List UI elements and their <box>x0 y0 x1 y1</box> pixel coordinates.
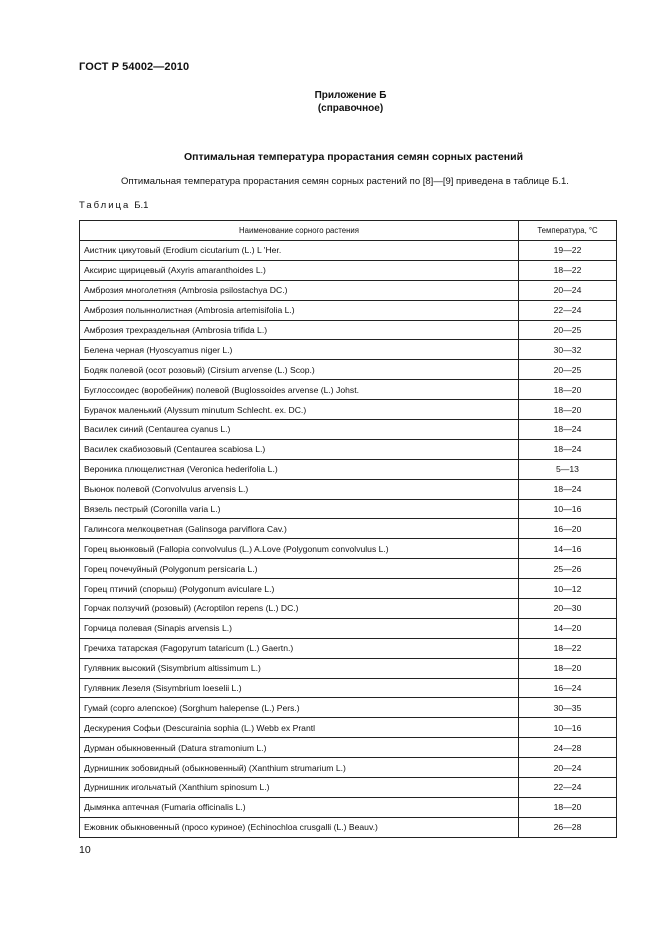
plant-name-cell: Амброзия трехраздельная (Ambrosia trifida L.) <box>80 320 519 340</box>
plant-name-cell: Вероника плющелистная (Veronica hederifolia L.) <box>80 459 519 479</box>
temperature-cell: 10—16 <box>519 499 617 519</box>
temperature-cell: 30—32 <box>519 340 617 360</box>
table-row <box>80 260 617 280</box>
plant-name-cell: Дымянка аптечная (Fumaria officinalis L.) <box>80 797 519 817</box>
table-row <box>80 579 617 599</box>
table-row <box>80 499 617 519</box>
appendix-heading <box>0 89 661 115</box>
temperature-cell: 22—24 <box>519 300 617 320</box>
temperature-cell: 22—24 <box>519 778 617 798</box>
table-row <box>80 519 617 539</box>
appendix-subtitle: (справочное) <box>317 103 384 114</box>
table-row <box>80 738 617 758</box>
plant-name-cell: Амброзия полыннолистная (Ambrosia artemisifolia L.) <box>80 300 519 320</box>
temperature-cell: 18—20 <box>519 400 617 420</box>
table-row <box>80 380 617 400</box>
temperature-cell: 18—20 <box>519 658 617 678</box>
temperature-cell: 18—24 <box>519 479 617 499</box>
table-row <box>80 459 617 479</box>
table-row <box>80 479 617 499</box>
plant-name-cell: Василек синий (Centaurea cyanus L.) <box>80 420 519 440</box>
table-row <box>80 678 617 698</box>
table-row <box>80 797 617 817</box>
temperature-cell: 20—24 <box>519 758 617 778</box>
plant-name-cell: Горчица полевая (Sinapis arvensis L.) <box>80 618 519 638</box>
table-row <box>80 599 617 619</box>
table-row <box>80 340 617 360</box>
table-row <box>80 618 617 638</box>
plant-name-cell: Гречиха татарская (Fagopyrum tataricum (L.) Gaertn.) <box>80 638 519 658</box>
table-row <box>80 559 617 579</box>
table-label-word: Таблица <box>79 200 131 211</box>
plant-name-cell: Горчак ползучий (розовый) (Acroptilon repens (L.) DC.) <box>80 599 519 619</box>
plant-name-cell: Вьюнок полевой (Convolvulus arvensis L.) <box>80 479 519 499</box>
plant-name-cell: Василек скабиозовый (Centaurea scabiosa L.) <box>80 439 519 459</box>
plant-name-cell: Бодяк полевой (осот розовый) (Cirsium arvense (L.) Scop.) <box>80 360 519 380</box>
table-row <box>80 817 617 837</box>
temperature-cell: 20—25 <box>519 320 617 340</box>
plant-name-cell: Горец птичий (спорыш) (Polygonum aviculare L.) <box>80 579 519 599</box>
weed-temperature-table <box>79 220 617 838</box>
temperature-cell: 14—16 <box>519 539 617 559</box>
table-row <box>80 241 617 261</box>
table-row <box>80 778 617 798</box>
temperature-cell: 18—20 <box>519 797 617 817</box>
column-header-temperature: Температура, °С <box>519 221 617 241</box>
plant-name-cell: Аксирис щирицевый (Axyris amaranthoides L.) <box>80 260 519 280</box>
table-header-row <box>80 221 617 241</box>
temperature-cell: 18—22 <box>519 638 617 658</box>
table-label-number: Б.1 <box>134 200 149 211</box>
table-row <box>80 320 617 340</box>
temperature-cell: 10—12 <box>519 579 617 599</box>
temperature-cell: 19—22 <box>519 241 617 261</box>
plant-name-cell: Гулявник Лезеля (Sisymbrium loeselii L.) <box>80 678 519 698</box>
temperature-cell: 20—25 <box>519 360 617 380</box>
table-row <box>80 420 617 440</box>
table-row <box>80 698 617 718</box>
plant-name-cell: Буглоссоидес (воробейник) полевой (Buglossoides arvense (L.) Johst. <box>80 380 519 400</box>
plant-name-cell: Бурачок маленький (Alyssum minutum Schlecht. ex. DC.) <box>80 400 519 420</box>
intro-paragraph: Оптимальная температура прорастания семян сорных растений по [8]—[9] приведена в таблице Б.1. <box>121 176 569 187</box>
table-row <box>80 638 617 658</box>
plant-name-cell: Гумай (сорго алепское) (Sorghum halepense (L.) Pers.) <box>80 698 519 718</box>
column-header-name: Наименование сорного растения <box>80 221 519 241</box>
plant-name-cell: Горец почечуйный (Polygonum persicaria L.) <box>80 559 519 579</box>
page-number: 10 <box>79 844 91 856</box>
temperature-cell: 16—24 <box>519 678 617 698</box>
plant-name-cell: Горец вьюнковый (Fallopia convolvulus (L.) A.Love (Polygonum convolvulus L.) <box>80 539 519 559</box>
temperature-cell: 18—20 <box>519 380 617 400</box>
temperature-cell: 30—35 <box>519 698 617 718</box>
temperature-cell: 18—22 <box>519 260 617 280</box>
temperature-cell: 5—13 <box>519 459 617 479</box>
plant-name-cell: Гулявник высокий (Sisymbrium altissimum L.) <box>80 658 519 678</box>
table-row <box>80 300 617 320</box>
plant-name-cell: Дурнишник игольчатый (Xanthium spinosum L.) <box>80 778 519 798</box>
temperature-cell: 16—20 <box>519 519 617 539</box>
table-body <box>80 241 617 838</box>
appendix-title: Приложение Б <box>314 90 387 101</box>
table-row <box>80 280 617 300</box>
temperature-cell: 20—30 <box>519 599 617 619</box>
document-code: ГОСТ Р 54002—2010 <box>79 61 190 73</box>
plant-name-cell: Белена черная (Hyoscyamus niger L.) <box>80 340 519 360</box>
table-row <box>80 400 617 420</box>
temperature-cell: 26—28 <box>519 817 617 837</box>
section-title: Оптимальная температура прорастания семян сорных растений <box>183 151 524 163</box>
temperature-cell: 24—28 <box>519 738 617 758</box>
plant-name-cell: Вязель пестрый (Coronilla varia L.) <box>80 499 519 519</box>
plant-name-cell: Дескурения Софьи (Descurainia sophia (L.) Webb ex Prantl <box>80 718 519 738</box>
temperature-cell: 14—20 <box>519 618 617 638</box>
plant-name-cell: Ежовник обыкновенный (просо куриное) (Echinochloa crusgalli (L.) Beauv.) <box>80 817 519 837</box>
temperature-cell: 18—24 <box>519 439 617 459</box>
table-row <box>80 360 617 380</box>
table-row <box>80 758 617 778</box>
plant-name-cell: Дурнишник зобовидный (обыкновенный) (Xanthium strumarium L.) <box>80 758 519 778</box>
plant-name-cell: Аистник цикутовый (Erodium cicutarium (L.) L 'Her. <box>80 241 519 261</box>
plant-name-cell: Амброзия многолетняя (Ambrosia psilostachya DC.) <box>80 280 519 300</box>
temperature-cell: 20—24 <box>519 280 617 300</box>
table-row <box>80 439 617 459</box>
plant-name-cell: Дурман обыкновенный (Datura stramonium L.) <box>80 738 519 758</box>
table-row <box>80 718 617 738</box>
table-row <box>80 539 617 559</box>
temperature-cell: 18—24 <box>519 420 617 440</box>
temperature-cell: 10—16 <box>519 718 617 738</box>
table-label <box>79 200 148 211</box>
plant-name-cell: Галинсога мелкоцветная (Galinsoga parviflora Cav.) <box>80 519 519 539</box>
table-row <box>80 658 617 678</box>
temperature-cell: 25—26 <box>519 559 617 579</box>
